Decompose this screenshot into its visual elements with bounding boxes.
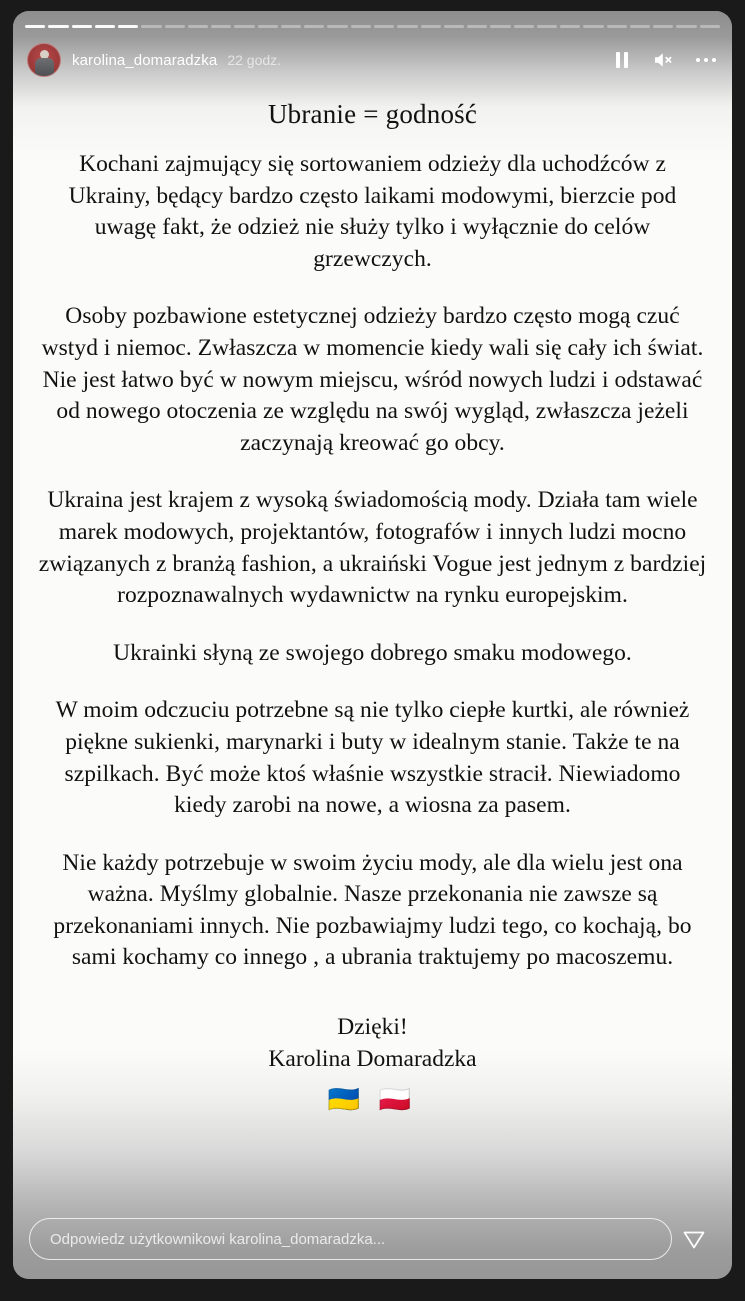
signature-name: Karolina Domaradzka — [268, 1045, 477, 1072]
progress-segment — [607, 25, 627, 28]
progress-segment — [444, 25, 464, 28]
story-paragraph: Ukrainki słyną ze swojego dobrego smaku modowego. — [113, 639, 632, 666]
progress-segment — [630, 25, 650, 28]
flag-emojis: 🇺🇦 🇵🇱 — [327, 1085, 418, 1115]
reply-input[interactable] — [29, 1218, 672, 1260]
story-paragraph: Ukraina jest krajem z wysoką świadomością mody. Działa tam wiele marek modowych, projektantów, fotografów i innych ludzi mocno związanych z branżą fashion, a ukraiński Vogue jest jednym z bardziej rozpoznawalnych wydawnictw na rynku europejskim. — [38, 487, 707, 609]
more-options-icon — [696, 58, 716, 62]
mute-button[interactable] — [652, 48, 676, 72]
progress-segment — [258, 25, 278, 28]
progress-segment — [490, 25, 510, 28]
story-paragraph: Kochani zajmujący się sortowaniem odzieży dla uchodźców z Ukrainy, będący bardzo często laikami modowymi, bierzcie pod uwagę fakt, że odzież nie służy tylko i wyłącznie do celów grzewczych. — [68, 151, 677, 272]
reply-bar — [13, 1217, 732, 1261]
send-button[interactable] — [672, 1218, 716, 1260]
story-header — [13, 37, 732, 83]
progress-segment — [25, 25, 45, 28]
story-title: Ubranie = godność — [267, 99, 478, 129]
pause-button[interactable] — [610, 48, 634, 72]
progress-segment — [676, 25, 696, 28]
pause-icon — [616, 52, 628, 68]
progress-segment — [95, 25, 115, 28]
avatar-body-shape — [35, 58, 54, 77]
progress-segment — [304, 25, 324, 28]
speaker-muted-icon — [653, 50, 675, 70]
progress-segment — [281, 25, 301, 28]
progress-segment — [397, 25, 417, 28]
progress-segment — [351, 25, 371, 28]
progress-segment — [327, 25, 347, 28]
progress-segment — [234, 25, 254, 28]
progress-segment — [514, 25, 534, 28]
progress-segment — [700, 25, 720, 28]
progress-segment — [188, 25, 208, 28]
progress-segment — [560, 25, 580, 28]
story-progress-bar — [25, 25, 720, 29]
story-text-content — [13, 89, 732, 1113]
avatar[interactable] — [27, 43, 61, 77]
progress-segment — [211, 25, 231, 28]
progress-segment — [537, 25, 557, 28]
progress-segment — [653, 25, 673, 28]
story-card[interactable] — [13, 11, 732, 1279]
progress-segment — [72, 25, 92, 28]
progress-segment — [165, 25, 185, 28]
signature-thanks: Dzięki! — [337, 1014, 408, 1041]
story-paragraph: Nie każdy potrzebuje w swoim życiu mody, ale dla wielu jest ona ważna. Myślmy globalnie. Nasze przekonania nie zawsze są przekonaniami innych. Nie pozbawiajmy ludzi tego, co kochają, bo sami kochamy co innego , a ubrania traktujemy po macoszemu. — [53, 849, 692, 971]
progress-segment — [118, 25, 138, 28]
send-paper-plane-icon — [681, 1226, 707, 1252]
progress-segment — [374, 25, 394, 28]
story-paragraph: W moim odczuciu potrzebne są nie tylko ciepłe kurtki, ale również piękne sukienki, marynarki i buty w idealnym stanie. Także te na szpilkach. Być może ktoś właśnie wszystkie stracił. Niewiadomo kiedy zarobi na nowe, a wiosna za pasem. — [55, 697, 690, 819]
header-actions — [610, 48, 718, 72]
username-label[interactable]: karolina_domaradzka — [72, 51, 218, 69]
progress-segment — [583, 25, 603, 28]
progress-segment — [421, 25, 441, 28]
progress-segment — [467, 25, 487, 28]
timestamp-label: 22 godz. — [227, 52, 282, 68]
progress-segment — [48, 25, 68, 28]
progress-segment — [141, 25, 161, 28]
story-paragraph: Osoby pozbawione estetycznej odzieży bardzo często mogą czuć wstyd i niemoc. Zwłaszcza w momencie kiedy wali się cały ich świat. Nie jest łatwo być w nowym miejscu, wśród nowych ludzi i odstawać od nowego otoczenia ze względu na swój wygląd, zwłaszcza jeżeli zaczynają kreować go obcy. — [41, 303, 704, 456]
more-options-button[interactable] — [694, 48, 718, 72]
